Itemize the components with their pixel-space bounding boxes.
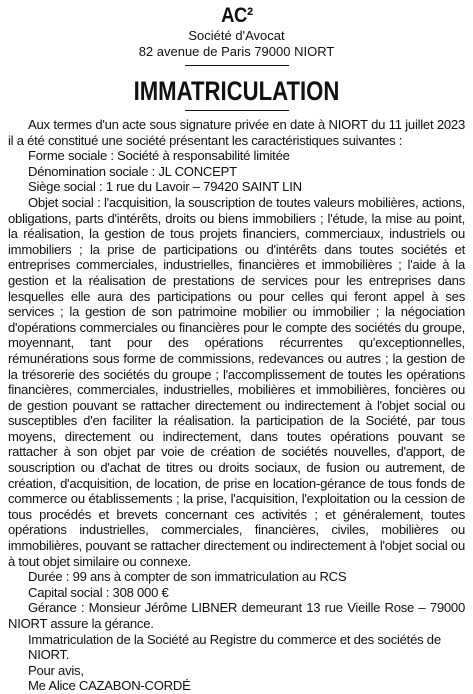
title-divider	[185, 110, 289, 111]
firm-header	[8, 4, 465, 66]
forme-sociale: Forme sociale : Société à responsabilité limitée	[28, 148, 290, 164]
siege-social: Siège social : 1 rue du Lavoir – 79420 SAINT LIN	[28, 179, 302, 195]
objet-social: Objet social : l'acquisition, la souscription de toutes valeurs mobilières, actions, obligations, parts d'intérêts, droits ou biens immobiliers ; l'étude, la mise au point, la réalisation, la gestion de tous projets financiers, commerciaux, industriels ou immobiliers ; la prise de participations ou d'intérêts dans toutes sociétés et entreprises commerciales, industrielles, financières et immobilières ; l'aide à la gestion et la réalisation de prestations de services pour les entreprises dans lesquelles elle aura des participations ou pour celles qui feront appel à ses services ; la gestion de son patrimoine mobilier ou immobilier ; la négociation d'opérations commerciales ou financières pour le compte des sociétés du groupe, moyennant, tant pour des opérations récurrentes qu'exceptionnelles, rémunérations sous forme de commissions, redevances ou autres ; la gestion de la trésorerie des sociétés du groupe ; l'accomplissement de toutes les opérations financières, commerciales, industrielles, mobilières et immobilières, foncières ou de gestion pouvant se rattacher directement ou indirectement à l'objet social ou susceptibles d'en faciliter la réalisation. la participation de la Société, par tous moyens, directement ou indirectement, dans toutes opérations pouvant se rattacher à son objet par voie de création de sociétés nouvelles, d'apport, de souscription ou d'achat de titres ou droits sociaux, de fusion ou autrement, de création, d'acquisition, de location, de prise en location-gérance de tous fonds de commerce ou établissements ; la prise, l'acquisition, l'exploitation ou la cession de tous procédés et brevets concernant ces activités ; et généralement, toutes opérations industrielles, commerciales, financières, civiles, mobilières ou immobilières, pouvant se rattacher directement ou indirectement à l'objet social ou à tout objet similaire ou connexe.	[8, 194, 465, 569]
capital-social: Capital social : 308 000 €	[28, 584, 169, 600]
firm-name: AC²	[220, 4, 253, 27]
intro-paragraph: Aux termes d'un acte sous signature privée en date à NIORT du 11 juillet 2023 il a été constitué une société présentant les caractéristiques suivantes :	[8, 117, 465, 148]
denomination-sociale: Dénomination sociale : JL CONCEPT	[28, 163, 237, 179]
firm-address: 82 avenue de Paris 79000 NIORT	[138, 44, 335, 59]
gerance: Gérance : Monsieur Jérôme LIBNER demeurant 13 rue Vieille Rose – 79000 NIORT assure la gérance.	[8, 600, 465, 631]
notice-title	[8, 75, 465, 107]
notice-body	[8, 117, 465, 694]
duree: Durée : 99 ans à compter de son immatriculation au RCS	[28, 569, 347, 585]
notice-title-text: IMMATRICULATION	[133, 76, 340, 106]
pour-avis: Pour avis,	[28, 662, 84, 678]
header-divider	[185, 65, 289, 66]
firm-type: Société d'Avocat	[188, 28, 285, 43]
signature: Me Alice CAZABON-CORDÉ	[28, 678, 191, 694]
immatriculation-rcs: Immatriculation de la Société au Registre du commerce et des sociétés de NIORT.	[28, 631, 441, 663]
